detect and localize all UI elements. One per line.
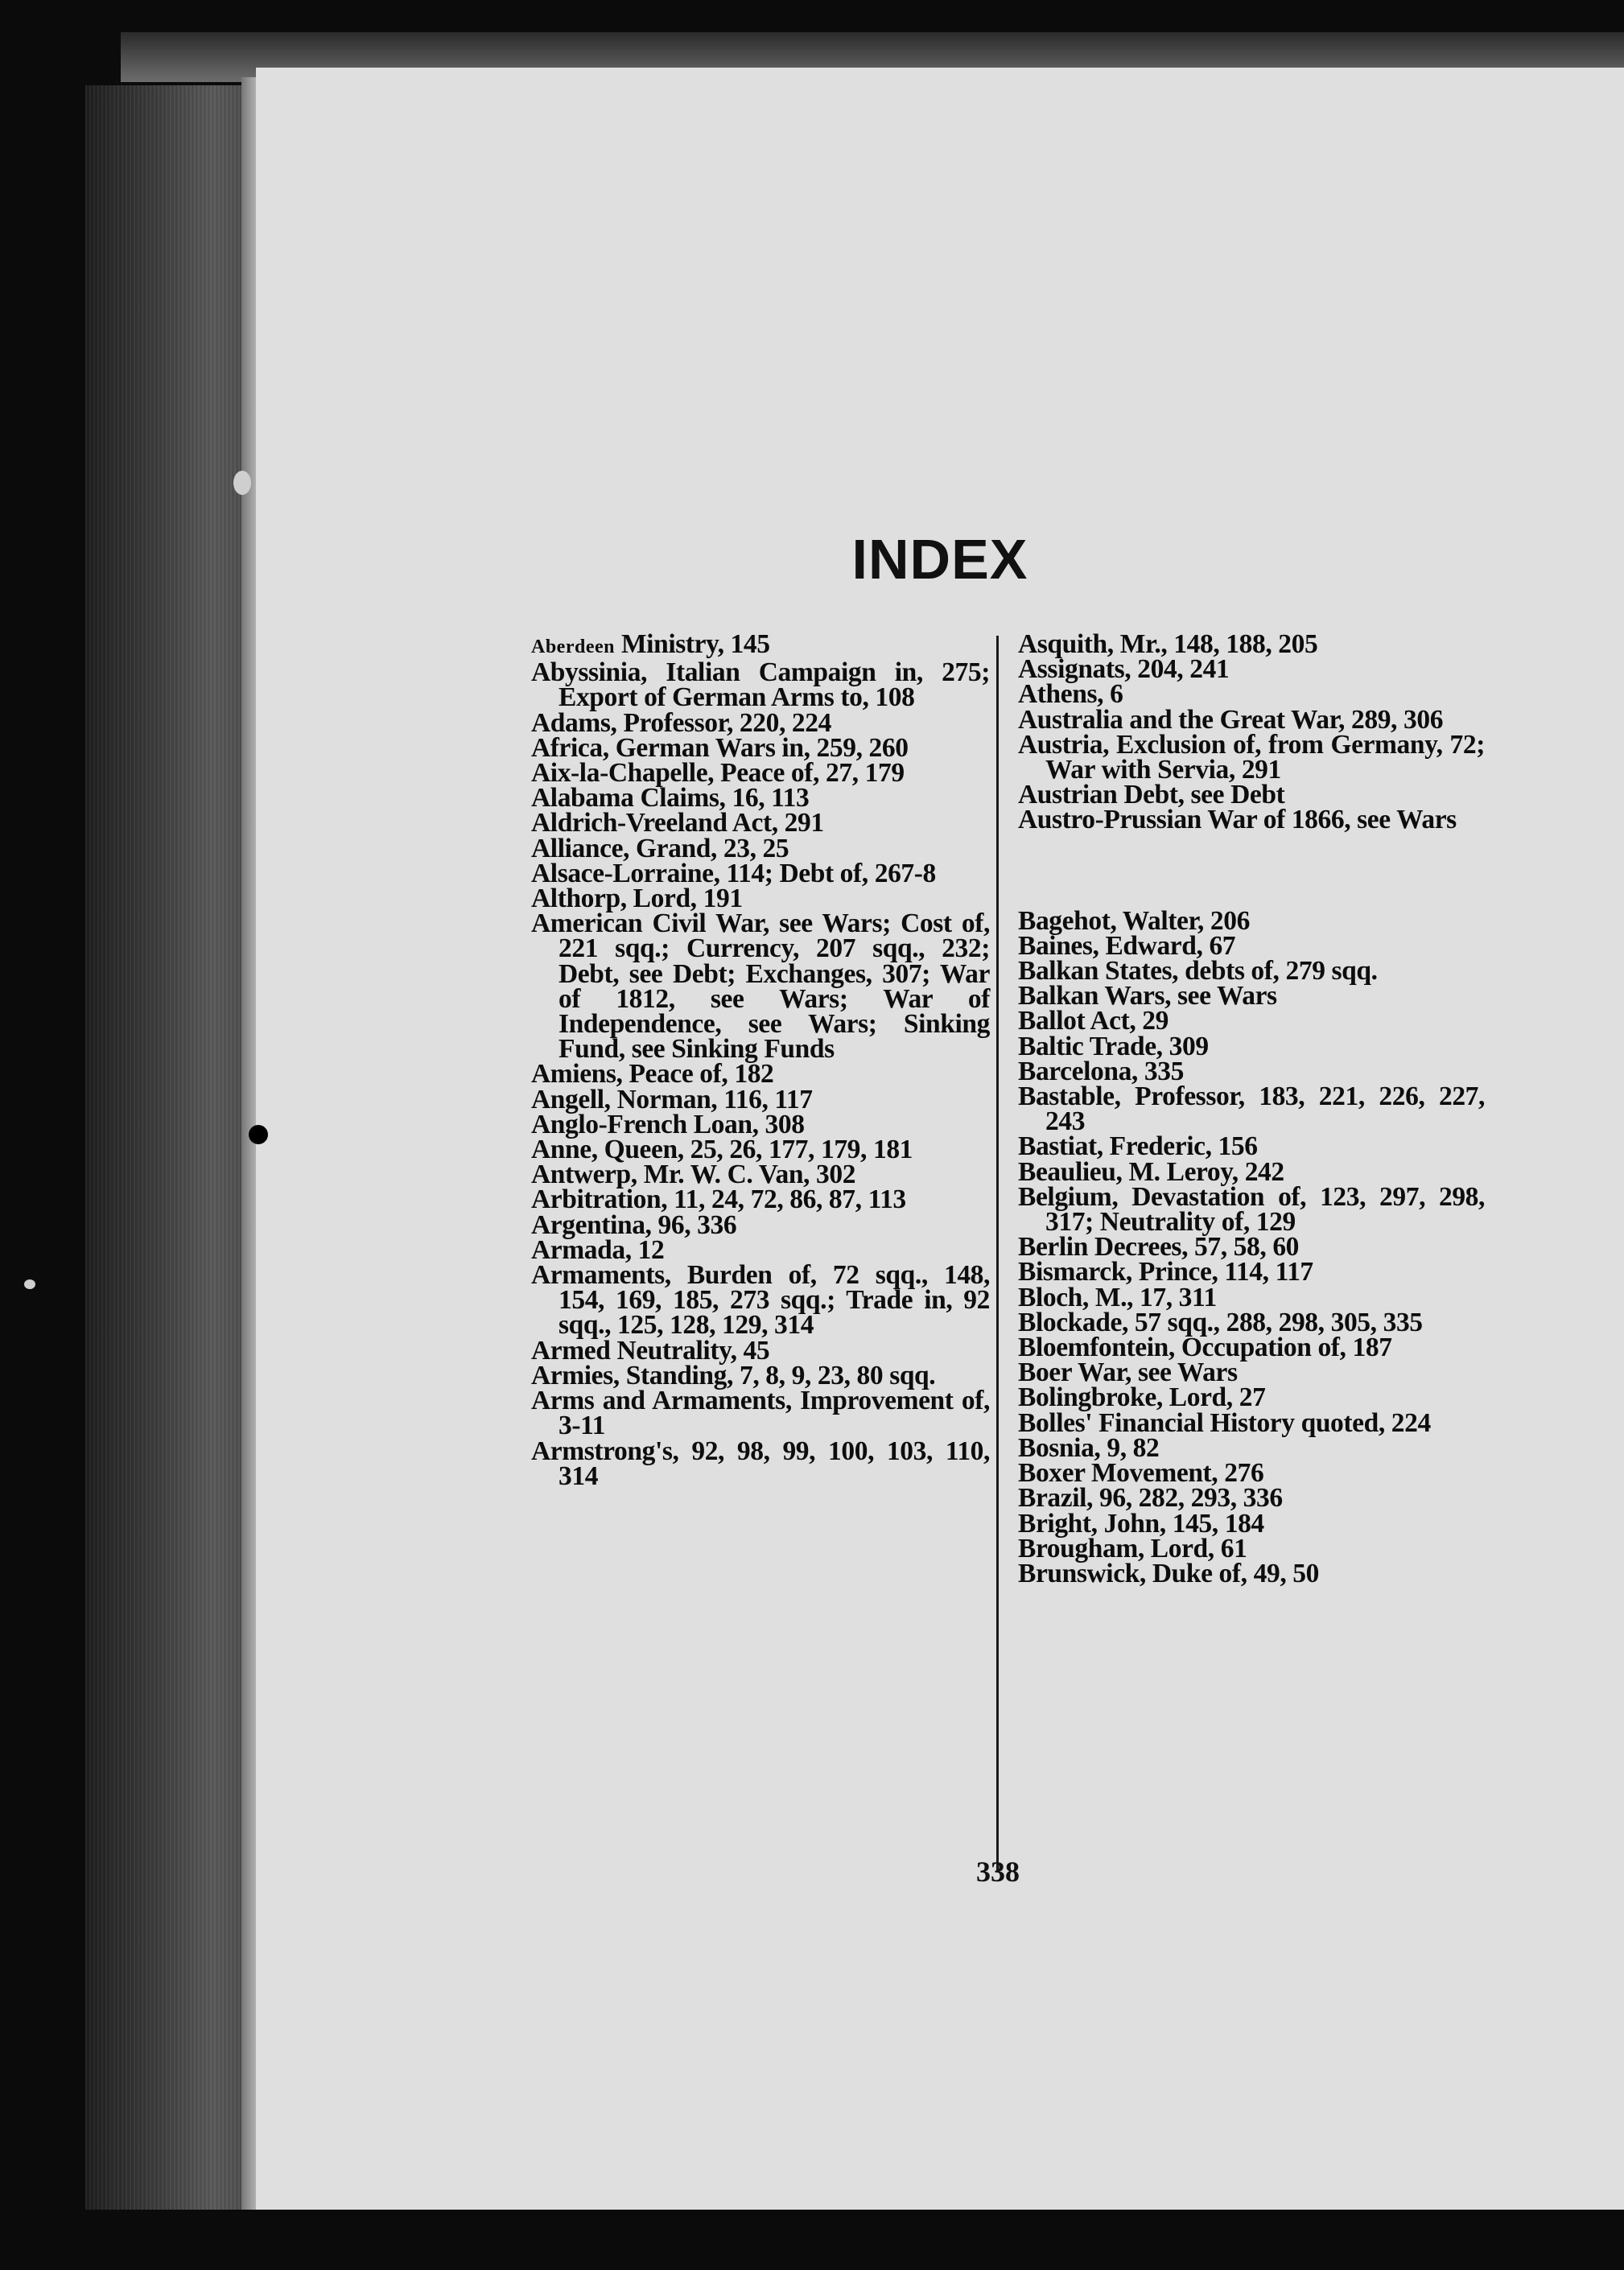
index-entry: Adams, Professor, 220, 224 — [531, 707, 831, 738]
page-number: 338 — [976, 1856, 1020, 1888]
index-entry: Boxer Movement, 276 — [1018, 1458, 1264, 1489]
index-entry: Angell, Norman, 116, 117 — [531, 1084, 813, 1114]
index-entry: Ballot Act, 29 — [1018, 1006, 1169, 1036]
index-entry: Baines, Edward, 67 — [1018, 930, 1236, 961]
index-entry: Aberdeen Ministry, 145 — [531, 629, 770, 659]
index-entry: Alliance, Grand, 23, 25 — [531, 833, 789, 863]
column-divider — [996, 636, 999, 1871]
index-column-left — [531, 629, 990, 1491]
index-entry: Abyssinia, Italian Campaign in, 275; Export of German Arms to, 108 — [531, 657, 990, 713]
index-entry: Antwerp, Mr. W. C. Van, 302 — [531, 1160, 856, 1190]
page-speck — [233, 471, 251, 495]
index-entry: Australia and the Great War, 289, 306 — [1018, 704, 1444, 735]
index-entry: Armada, 12 — [531, 1234, 665, 1265]
index-entry: Bolingbroke, Lord, 27 — [1018, 1382, 1266, 1413]
index-entry: Austrian Debt, see Debt — [1018, 780, 1285, 810]
index-entry: Assignats, 204, 241 — [1018, 654, 1230, 685]
index-entry-smallcaps: Aberdeen — [531, 637, 615, 657]
index-entry: Berlin Decrees, 57, 58, 60 — [1018, 1232, 1300, 1263]
index-entry: American Civil War, see Wars; Cost of, 221 sqq.; Currency, 207 sqq., 232; Debt, see Debt; Exchanges, 307; War of 1812, see Wars; War of Independence, see Wars; Sinking Fund, see Sinking Funds — [531, 908, 990, 1065]
index-entry: Brunswick, Duke of, 49, 50 — [1018, 1558, 1319, 1588]
index-entry: Athens, 6 — [1018, 679, 1123, 710]
book-spine-binding — [85, 85, 256, 2210]
index-entry: Armed Neutrality, 45 — [531, 1335, 770, 1366]
index-entry: Aldrich-Vreeland Act, 291 — [531, 808, 824, 838]
index-entry: Bosnia, 9, 82 — [1018, 1432, 1160, 1463]
index-entry: Blockade, 57 sqq., 288, 298, 305, 335 — [1018, 1307, 1423, 1337]
index-entry: Argentina, 96, 336 — [531, 1209, 737, 1240]
index-entry: Anglo-French Loan, 308 — [531, 1109, 805, 1139]
index-entry: Bloemfontein, Occupation of, 187 — [1018, 1333, 1392, 1363]
index-entry: Althorp, Lord, 191 — [531, 884, 743, 914]
index-entry: Beaulieu, M. Leroy, 242 — [1018, 1156, 1284, 1187]
index-entry: Bright, John, 145, 184 — [1018, 1508, 1264, 1539]
index-entry: Austria, Exclusion of, from Germany, 72; War with Servia, 291 — [1018, 729, 1485, 785]
index-entry: Brazil, 96, 282, 293, 336 — [1018, 1483, 1283, 1514]
index-entry: Baltic Trade, 309 — [1018, 1031, 1209, 1061]
index-entry: Bastable, Professor, 183, 221, 226, 227, 243 — [1018, 1081, 1485, 1137]
index-entry: Bastiat, Frederic, 156 — [1018, 1131, 1258, 1162]
index-entry: Alabama Claims, 16, 113 — [531, 783, 810, 814]
index-entry: Armstrong's, 92, 98, 99, 100, 103, 110, 314 — [531, 1436, 990, 1491]
index-entry: Barcelona, 335 — [1018, 1056, 1184, 1086]
index-entry: Bloch, M., 17, 311 — [1018, 1282, 1217, 1312]
index-entry: Alsace-Lorraine, 114; Debt of, 267-8 — [531, 858, 936, 888]
index-entry: Brougham, Lord, 61 — [1018, 1533, 1247, 1563]
page-speck — [24, 1279, 35, 1289]
index-entry: Bismarck, Prince, 114, 117 — [1018, 1257, 1313, 1287]
index-entry: Austro-Prussian War of 1866, see Wars — [1018, 805, 1457, 835]
index-entry: Bolles' Financial History quoted, 224 — [1018, 1407, 1431, 1438]
index-entry: Armies, Standing, 7, 8, 9, 23, 80 sqq. — [531, 1360, 936, 1390]
page-title: INDEX — [851, 528, 1028, 591]
index-entry: Balkan States, debts of, 279 sqq. — [1018, 956, 1378, 987]
index-entry: Arbitration, 11, 24, 72, 86, 87, 113 — [531, 1184, 906, 1215]
index-entry: Asquith, Mr., 148, 188, 205 — [1018, 629, 1318, 659]
index-entry: Africa, German Wars in, 259, 260 — [531, 732, 909, 763]
index-entry: Balkan Wars, see Wars — [1018, 981, 1277, 1011]
index-entry: Boer War, see Wars — [1018, 1357, 1238, 1388]
index-entry: Aix-la-Chapelle, Peace of, 27, 179 — [531, 758, 905, 789]
page-speck — [249, 1125, 268, 1144]
scan-bottom-shadow — [85, 2210, 1624, 2270]
index-entry: Bagehot, Walter, 206 — [1018, 905, 1250, 936]
index-entry: Belgium, Devastation of, 123, 297, 298, 317; Neutrality of, 129 — [1018, 1181, 1485, 1238]
index-entry: Anne, Queen, 25, 26, 177, 179, 181 — [531, 1135, 913, 1165]
index-column-right — [1018, 629, 1485, 1588]
index-entry: Arms and Armaments, Improvement of, 3-11 — [531, 1386, 990, 1441]
index-entry: Amiens, Peace of, 182 — [531, 1059, 774, 1090]
index-entry: Armaments, Burden of, 72 sqq., 148, 154, 169, 185, 273 sqq.; Trade in, 92 sqq., 125, 128, 129, 314 — [531, 1260, 990, 1341]
